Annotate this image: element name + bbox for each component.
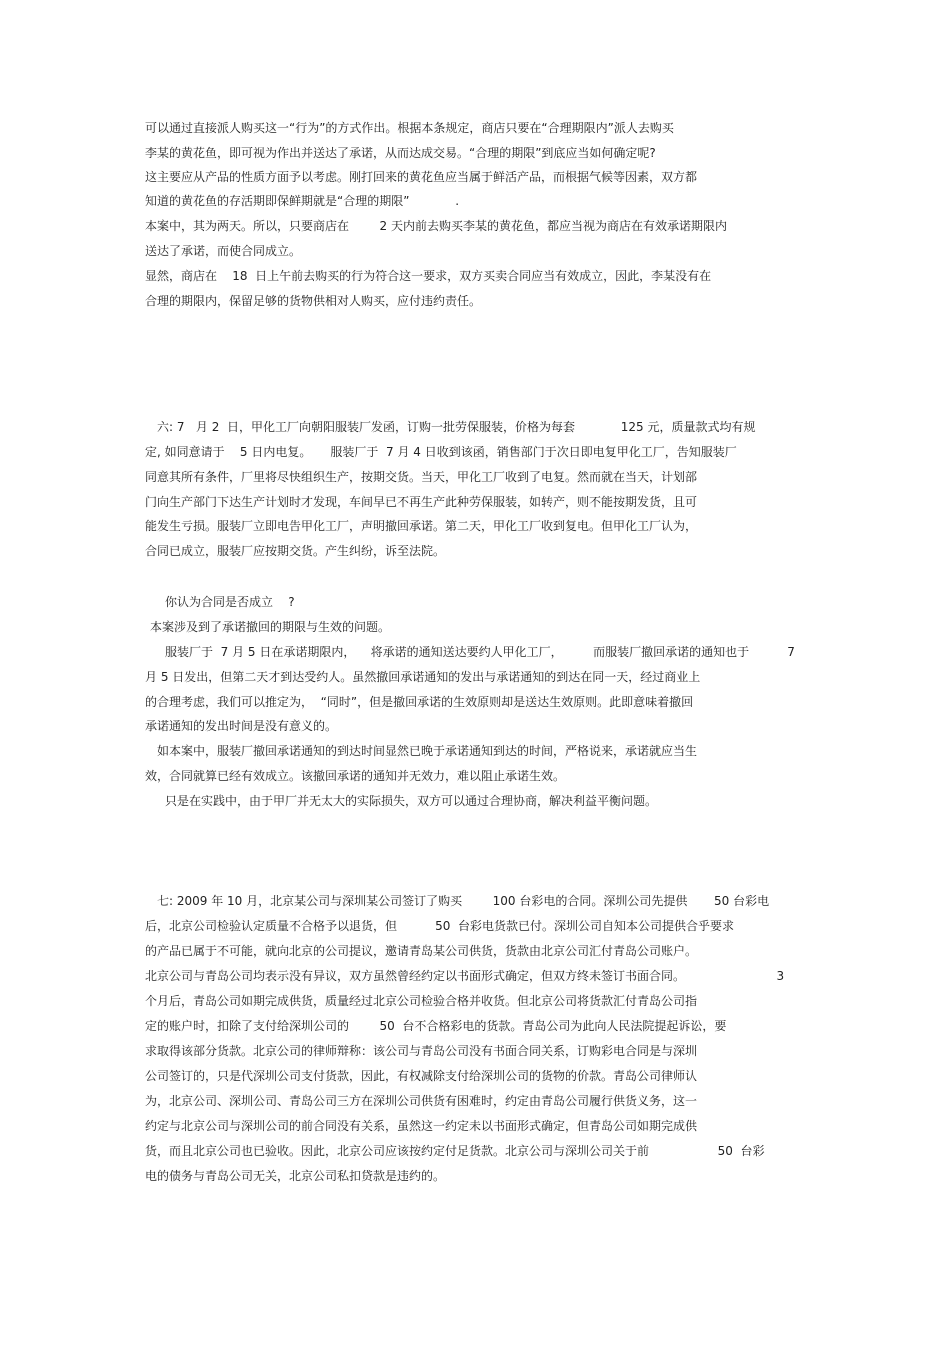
text-line: 本案中，其为两天。所以，只要商店在 2 天内前去购买李某的黄花鱼，都应当视为商店在有效承诺期限内 <box>145 219 727 233</box>
text-line: 个月后，青岛公司如期完成供货，质量经过北京公司检验合格并收货。但北京公司将货款汇付青岛公司指 <box>145 994 698 1008</box>
text-line: 承诺通知的发出时间是没有意义的。 <box>145 719 338 733</box>
text-line: 六: 7 月 2 日，甲化工厂向朝阳服装厂发函，订购一批劳保服装，价格为每套 125 元，质量款式均有规 <box>157 420 756 434</box>
text-line: 合同已成立，服装厂应按期交货。产生纠纷，诉至法院。 <box>145 544 446 558</box>
text-line: 本案涉及到了承诺撤回的期限与生效的问题。 <box>150 620 391 634</box>
text-line: 可以通过直接派人购买这一“行为”的方式作出。根据本条规定，商店只要在“合理期限内”派人去购买 <box>145 121 674 135</box>
text-line: 效，合同就算已经有效成立。该撤回承诺的通知并无效力，难以阻止承诺生效。 <box>145 769 566 783</box>
text-line: 公司签订的，只是代深圳公司支付货款，因此，有权减除支付给深圳公司的货物的价款。青岛公司律师认 <box>145 1069 698 1083</box>
text-line: 七: 2009 年 10 月，北京某公司与深圳某公司签订了购买 100 台彩电的合同。深圳公司先提供 50 台彩电 <box>157 894 770 908</box>
text-line: 月 5 日发出，但第二天才到达受约人。虽然撤回承诺通知的发出与承诺通知的到达在同一天，经过商业上 <box>145 670 701 684</box>
text-line: 能发生亏损。服装厂立即电告甲化工厂，声明撤回承诺。第二天，甲化工厂收到复电。但甲化工厂认为， <box>145 519 698 533</box>
text-line: 求取得该部分货款。北京公司的律师辩称：该公司与青岛公司没有书面合同关系，订购彩电合同是与深圳 <box>145 1044 698 1058</box>
text-line: 后，北京公司检验认定质量不合格予以退货，但 50 台彩电货款已付。深圳公司自知本公司提供合乎要求 <box>145 919 735 933</box>
text-line: 服装厂于 7 月 5 日在承诺期限内， 将承诺的通知送达要约人甲化工厂， 而服装厂撤回承诺的通知也于 7 <box>165 645 795 659</box>
text-line: 知道的黄花鱼的存活期即保鲜期就是“合理的期限” . <box>145 194 460 208</box>
text-line: 合理的期限内，保留足够的货物供相对人购买，应付违约责任。 <box>145 294 482 308</box>
text-line: 电的债务与青岛公司无关，北京公司私扣贷款是违约的。 <box>145 1169 446 1183</box>
text-line: 为，北京公司、深圳公司、青岛公司三方在深圳公司供货有困难时，约定由青岛公司履行供货义务，这一 <box>145 1094 698 1108</box>
text-line: 如本案中，服装厂撤回承诺通知的到达时间显然已晚于承诺通知到达的时间，严格说来，承诺就应当生 <box>157 744 698 758</box>
text-line: 送达了承诺，而使合同成立。 <box>145 244 302 258</box>
text-line: 定的账户时，扣除了支付给深圳公司的 50 台不合格彩电的货款。青岛公司为此向人民法院提起诉讼，要 <box>145 1019 727 1033</box>
text-line: 约定与北京公司与深圳公司的前合同没有关系，虽然这一约定未以书面形式确定，但青岛公司如期完成供 <box>145 1119 698 1133</box>
text-line: 门向生产部门下达生产计划时才发现，车间早已不再生产此种劳保服装，如转产，则不能按期发货，且可 <box>145 495 698 509</box>
question-line: 你认为合同是否成立 ? <box>165 595 295 609</box>
text-line: 北京公司与青岛公司均表示没有异议，双方虽然曾经约定以书面形式确定，但双方终未签订书面合同。 3 <box>145 969 785 983</box>
text-line: 货，而且北京公司也已验收。因此，北京公司应该按约定付足货款。北京公司与深圳公司关于前 50 台彩 <box>145 1144 765 1158</box>
text-line: 显然，商店在 18 日上午前去购买的行为符合这一要求，双方买卖合同应当有效成立，因此，李某没有在 <box>145 269 712 283</box>
text-line: 只是在实践中，由于甲厂并无太大的实际损失，双方可以通过合理协商，解决利益平衡问题。 <box>165 794 658 808</box>
text-line: 李某的黄花鱼，即可视为作出并送达了承诺，从而达成交易。“合理的期限”到底应当如何确定呢? <box>145 146 656 160</box>
text-line: 这主要应从产品的性质方面予以考虑。刚打回来的黄花鱼应当属于鲜活产品，而根据气候等因素，双方都 <box>145 170 698 184</box>
text-line: 的产品已属于不可能，就向北京的公司提议，邀请青岛某公司供货，货款由北京公司汇付青岛公司账户。 <box>145 944 698 958</box>
text-line: 定, 如同意请于 5 日内电复。 服装厂于 7 月 4 日收到该函，销售部门于次日即电复甲化工厂，告知服装厂 <box>145 445 737 459</box>
text-line: 的合理考虑，我们可以推定为， “同时”，但是撤回承诺的生效原则却是送达生效原则。此即意味着撤回 <box>145 695 694 709</box>
text-line: 同意其所有条件，厂里将尽快组织生产，按期交货。当天，甲化工厂收到了电复。然而就在当天，计划部 <box>145 470 698 484</box>
